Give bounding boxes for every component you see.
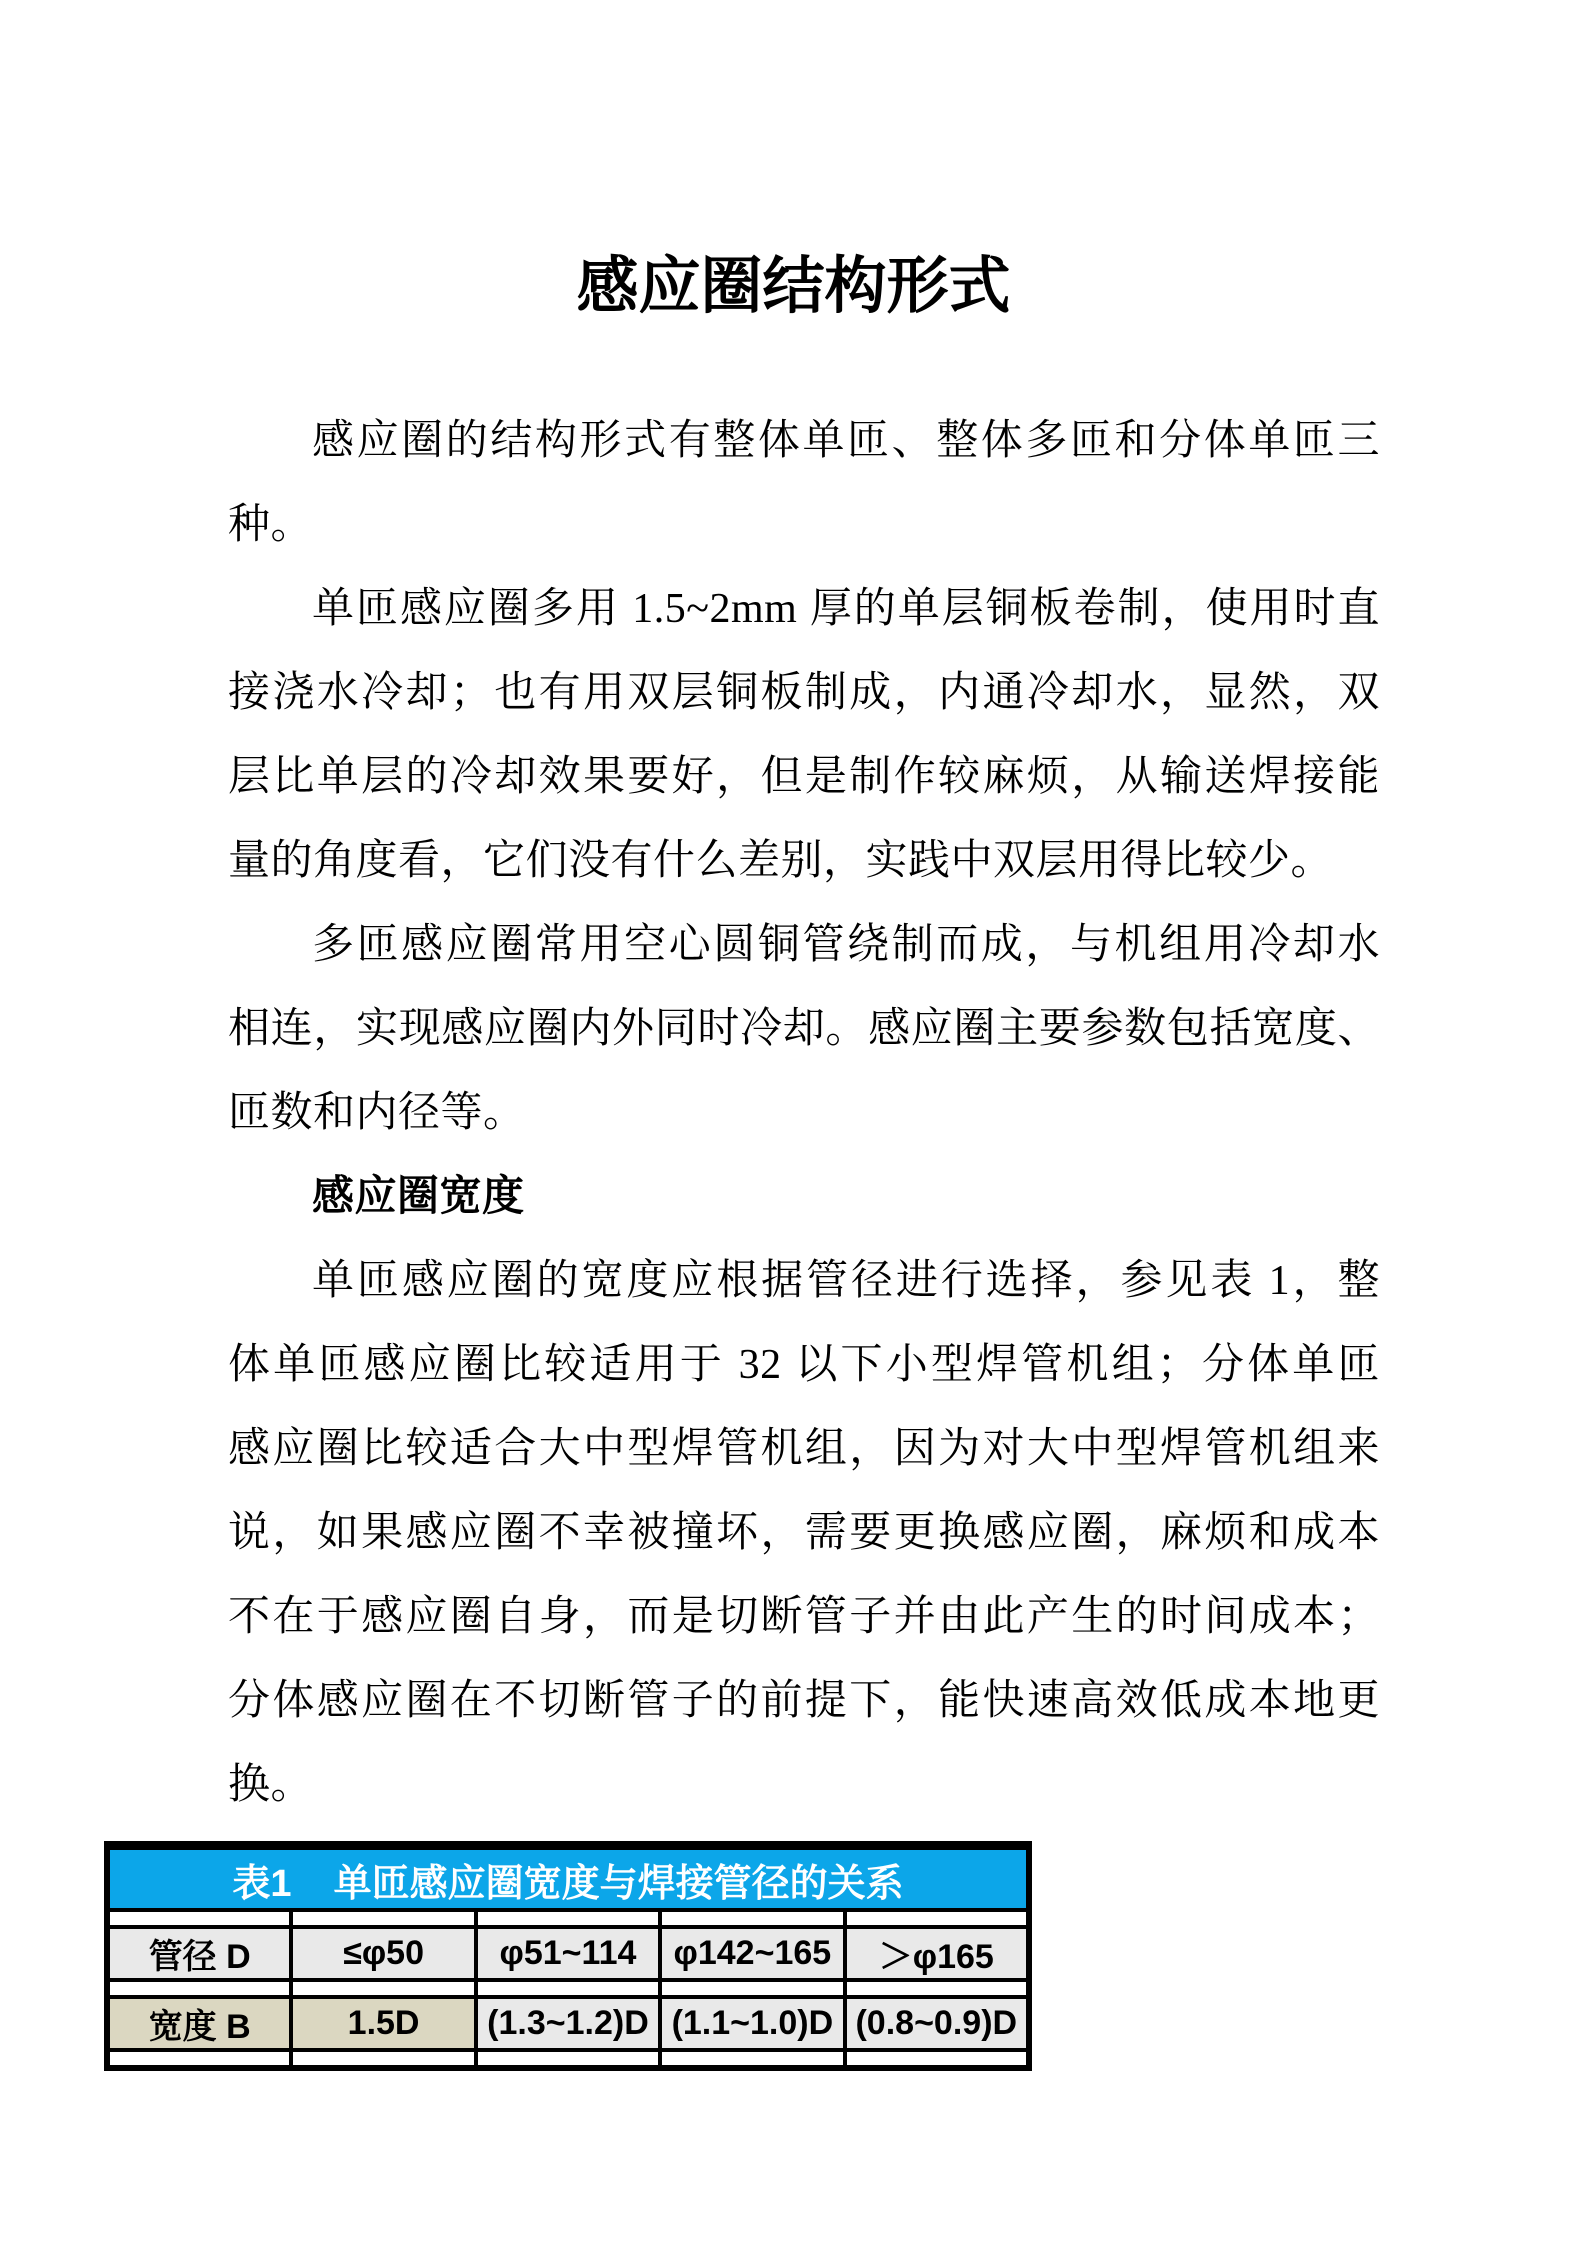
table-row-label: 管径 D bbox=[107, 1927, 291, 1980]
table-spacer-row bbox=[107, 1910, 1029, 1927]
table-spacer-cell bbox=[845, 2050, 1029, 2068]
table-caption bbox=[107, 1846, 1029, 1911]
table-cell: (0.8~0.9)D bbox=[845, 1997, 1029, 2050]
table-spacer-cell bbox=[291, 1980, 475, 1997]
table-cell: 1.5D bbox=[291, 1997, 475, 2050]
table-spacer-row bbox=[107, 1980, 1029, 1997]
table-row bbox=[107, 1927, 1029, 1980]
text-line: 不在于感应圈自身，而是切断管子并由此产生的时间成本； bbox=[228, 1594, 1380, 1641]
data-table bbox=[104, 1841, 1032, 2071]
text-line: 量的角度看，它们没有什么差别，实践中双层用得比较少。 bbox=[228, 838, 1334, 885]
text-line: 单匝感应圈多用 1.5~2mm 厚的单层铜板卷制，使用时直 bbox=[312, 586, 1380, 633]
text-line: 种。 bbox=[228, 502, 314, 549]
document-title: 感应圈结构形式 bbox=[576, 253, 1011, 321]
table-spacer-cell bbox=[845, 1910, 1029, 1927]
table-spacer-cell bbox=[660, 1980, 844, 1997]
text-line: 说，如果感应圈不幸被撞坏，需要更换感应圈，麻烦和成本 bbox=[228, 1510, 1380, 1557]
table-spacer-cell bbox=[476, 1910, 660, 1927]
text-line: 接浇水冷却；也有用双层铜板制成，内通冷却水，显然，双 bbox=[228, 670, 1380, 717]
table-spacer-cell bbox=[845, 1980, 1029, 1997]
text-line: 体单匝感应圈比较适用于 32 以下小型焊管机组；分体单匝 bbox=[228, 1342, 1380, 1389]
text-line: 感应圈的结构形式有整体单匝、整体多匝和分体单匝三 bbox=[312, 418, 1380, 465]
text-line: 换。 bbox=[228, 1762, 314, 1809]
text-line: 多匝感应圈常用空心圆铜管绕制而成，与机组用冷却水 bbox=[312, 922, 1380, 969]
table-spacer-cell bbox=[476, 1980, 660, 1997]
document-body bbox=[228, 399, 1380, 1827]
table-caption-row bbox=[107, 1846, 1029, 1911]
table-caption-label: 表1 bbox=[232, 1862, 292, 1905]
text-line: 相连，实现感应圈内外同时冷却。感应圈主要参数包括宽度、 bbox=[228, 1006, 1380, 1053]
table-cell: ＞φ165 bbox=[845, 1927, 1029, 1980]
text-line: 单匝感应圈的宽度应根据管径进行选择，参见表 1，整 bbox=[312, 1258, 1380, 1305]
table-spacer-cell bbox=[107, 2050, 291, 2068]
table-cell: φ51~114 bbox=[476, 1927, 660, 1980]
table-row bbox=[107, 1997, 1029, 2050]
text-line: 匝数和内径等。 bbox=[228, 1090, 526, 1137]
table-cell: (1.3~1.2)D bbox=[476, 1997, 660, 2050]
text-line: 分体感应圈在不切断管子的前提下，能快速高效低成本地更 bbox=[228, 1678, 1380, 1725]
table-spacer-cell bbox=[291, 1910, 475, 1927]
table-spacer-cell bbox=[476, 2050, 660, 2068]
table-spacer-cell bbox=[291, 2050, 475, 2068]
text-line: 层比单层的冷却效果要好，但是制作较麻烦，从输送焊接能 bbox=[228, 754, 1380, 801]
text-line: 感应圈比较适合大中型焊管机组，因为对大中型焊管机组来 bbox=[228, 1426, 1380, 1473]
table-cell: φ142~165 bbox=[660, 1927, 844, 1980]
table-cell: (1.1~1.0)D bbox=[660, 1997, 844, 2050]
table-row-label: 宽度 B bbox=[107, 1997, 291, 2050]
table-spacer-row bbox=[107, 2050, 1029, 2068]
table-spacer-cell bbox=[107, 1980, 291, 1997]
table-spacer-cell bbox=[107, 1910, 291, 1927]
table-spacer-cell bbox=[660, 2050, 844, 2068]
table-spacer-cell bbox=[660, 1910, 844, 1927]
section-heading: 感应圈宽度 bbox=[312, 1174, 525, 1221]
table-caption-title: 单匝感应圈宽度与焊接管径的关系 bbox=[333, 1862, 904, 1905]
table-cell: ≤φ50 bbox=[291, 1927, 475, 1980]
